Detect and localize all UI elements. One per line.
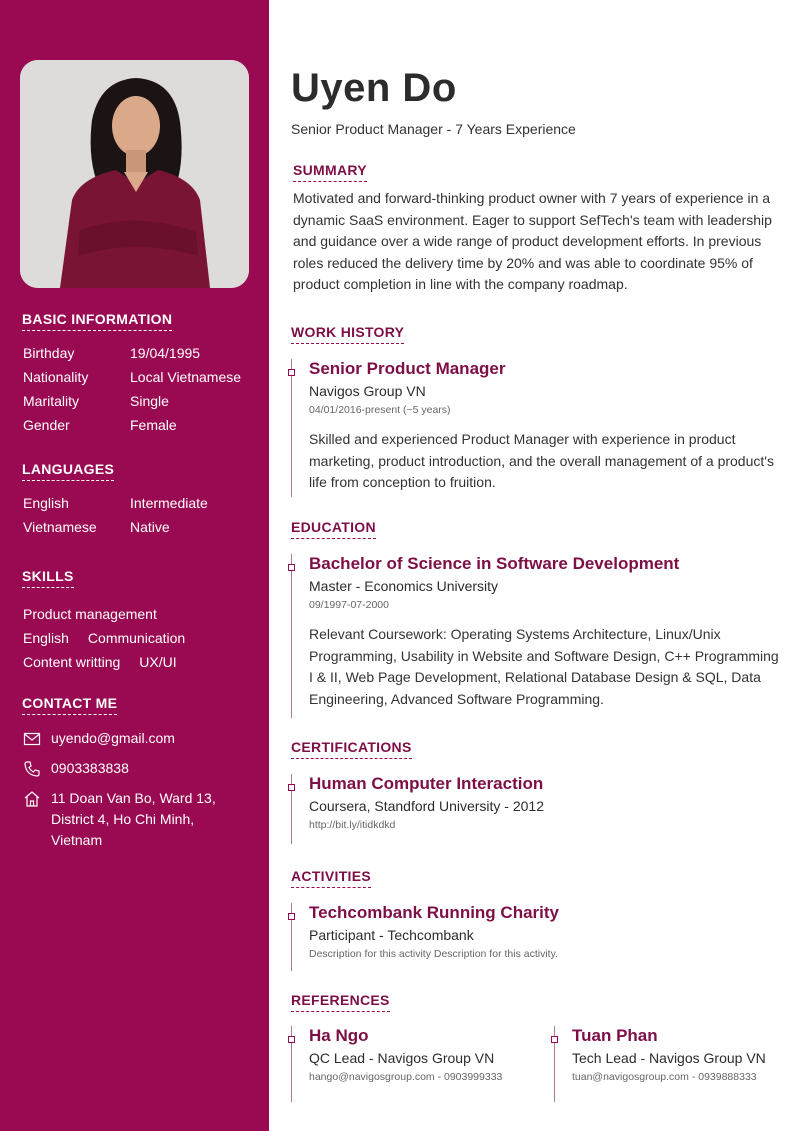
contact-phone-row	[23, 758, 263, 780]
education-heading: EDUCATION	[291, 519, 376, 539]
timeline-dot	[288, 564, 295, 571]
info-label: Maritality	[23, 393, 80, 409]
references-heading: REFERENCES	[291, 992, 390, 1012]
reference-contact: hango@navigosgroup.com - 0903999333	[309, 1071, 503, 1083]
skill-item: UX/UI	[139, 654, 177, 670]
language-name: English	[23, 495, 69, 511]
degree-title: Bachelor of Science in Software Development	[309, 554, 680, 573]
contact-heading: CONTACT ME	[22, 695, 117, 715]
skill-item: English	[23, 630, 69, 646]
info-row-gender	[23, 413, 263, 437]
skill-item: Product management	[23, 606, 157, 622]
school-name: Master - Economics University	[309, 578, 499, 594]
timeline-dot	[288, 784, 295, 791]
skills-heading: SKILLS	[22, 568, 74, 588]
info-label: Nationality	[23, 369, 89, 385]
profile-photo	[20, 60, 249, 288]
language-row	[23, 491, 263, 515]
info-row-birthday	[23, 341, 263, 365]
work-entry	[291, 357, 779, 494]
reference-position: Tech Lead - Navigos Group VN	[572, 1050, 766, 1066]
reference-name: Tuan Phan	[572, 1026, 658, 1045]
reference-name: Ha Ngo	[309, 1026, 369, 1045]
contact-phone[interactable]: 0903383838	[51, 760, 129, 776]
main-content	[269, 0, 800, 1131]
timeline-dot	[551, 1036, 558, 1043]
info-label: Gender	[23, 417, 70, 433]
reference-entry	[291, 1024, 502, 1087]
certification-link[interactable]: http://bit.ly/itidkdkd	[309, 819, 396, 831]
info-value: Female	[130, 417, 177, 433]
skills-list	[23, 602, 263, 674]
activities-heading: ACTIVITIES	[291, 868, 371, 888]
languages-heading: LANGUAGES	[22, 461, 114, 481]
info-value: 19/04/1995	[130, 345, 201, 361]
contact-email-row	[23, 728, 263, 750]
timeline-dot	[288, 369, 295, 376]
info-row-nationality	[23, 365, 263, 389]
education-entry	[291, 552, 779, 710]
timeline-dot	[288, 913, 295, 920]
basic-information-list	[23, 341, 263, 437]
activity-role: Participant - Techcombank	[309, 927, 474, 943]
certification-issuer: Coursera, Standford University - 2012	[309, 798, 544, 814]
reference-position: QC Lead - Navigos Group VN	[309, 1050, 495, 1066]
info-value: Single	[130, 393, 169, 409]
address-line: District 4, Ho Chi Minh,	[51, 811, 195, 827]
info-row-maritality	[23, 389, 263, 413]
sidebar	[0, 0, 269, 1131]
address-line: Vietnam	[51, 832, 103, 848]
timeline-line	[291, 359, 292, 497]
certification-entry	[291, 772, 544, 835]
phone-icon	[23, 758, 51, 780]
work-history-heading: WORK HISTORY	[291, 324, 404, 344]
language-level: Native	[130, 519, 170, 535]
job-dates: 04/01/2016-present (~5 years)	[309, 404, 451, 416]
timeline-line	[291, 554, 292, 718]
reference-contact: tuan@navigosgroup.com - 0939888333	[572, 1071, 757, 1083]
summary-text: Motivated and forward-thinking product owner with 7 years of experience in a dynamic SaaS environment. Eager to support SefTech's team with leadership and guidance over a wide range of product development efforts. In previous roles reduced the delivery time by 20% and was able to coordinate 95% of product completion in line with the company roadmap.	[293, 190, 772, 292]
skill-item: Content writting	[23, 654, 121, 670]
skill-item: Communication	[87, 630, 186, 646]
timeline-dot	[288, 1036, 295, 1043]
info-value: Local Vietnamese	[130, 369, 242, 385]
language-level: Intermediate	[130, 495, 208, 511]
job-title: Senior Product Manager	[309, 359, 506, 378]
candidate-headline: Senior Product Manager - 7 Years Experience	[291, 121, 576, 137]
job-description: Skilled and experienced Product Manager with experience in product marketing, product introduction, and the overall management of a product's life from conception to fruition.	[309, 431, 774, 490]
languages-list	[23, 491, 263, 539]
mail-icon	[23, 728, 51, 750]
info-label: Birthday	[23, 345, 75, 361]
certifications-heading: CERTIFICATIONS	[291, 739, 412, 759]
contact-email[interactable]: uyendo@gmail.com	[51, 730, 175, 746]
company-name: Navigos Group VN	[309, 383, 426, 399]
contact-address	[51, 788, 216, 851]
basic-information-heading: BASIC INFORMATION	[22, 311, 172, 331]
language-row	[23, 515, 263, 539]
address-line: 11 Doan Van Bo, Ward 13,	[51, 790, 216, 806]
contact-list	[23, 728, 263, 859]
education-dates: 09/1997-07-2000	[309, 599, 389, 611]
activity-entry	[291, 901, 559, 964]
reference-entry	[554, 1024, 766, 1087]
activity-description: Description for this activity Description for this activity.	[309, 948, 558, 960]
candidate-name: Uyen Do	[291, 66, 457, 110]
home-icon	[23, 788, 51, 810]
language-name: Vietnamese	[23, 519, 97, 535]
activity-name: Techcombank Running Charity	[309, 903, 559, 922]
summary-heading: SUMMARY	[293, 162, 367, 182]
contact-address-row	[23, 788, 263, 851]
education-description: Relevant Coursework: Operating Systems Architecture, Linux/Unix Programming, Usability in Website and Software Design, C++ Programming I & II, Web Page Development, Relational Database Design & SQL, Data Engineering, Advanced Software Programming.	[309, 626, 779, 707]
certification-name: Human Computer Interaction	[309, 774, 544, 793]
